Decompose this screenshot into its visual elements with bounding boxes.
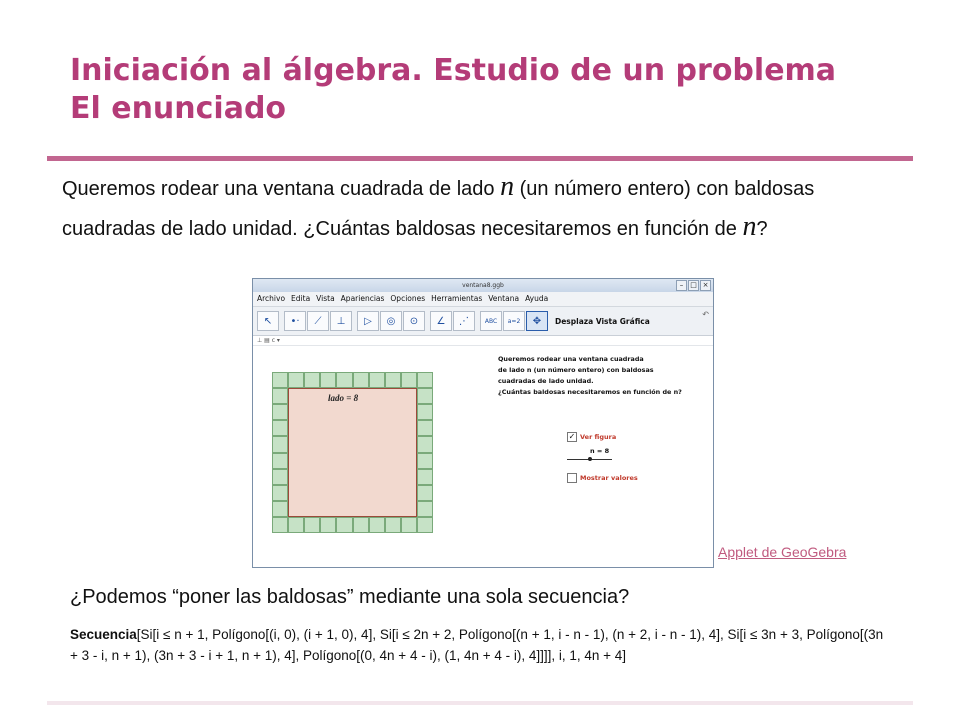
tile xyxy=(272,517,288,533)
tile xyxy=(272,485,288,501)
menu-item-apariencias[interactable]: Apariencias xyxy=(340,294,385,303)
menu-item-vista[interactable]: Vista xyxy=(316,294,335,303)
reflect-icon: ⋰ xyxy=(459,315,469,327)
variable-n-2: n xyxy=(742,211,757,242)
applet-window-title: ventana8.ggb xyxy=(462,282,504,289)
tool-buttons xyxy=(257,311,549,331)
angle-tool-button[interactable] xyxy=(430,311,452,331)
tile xyxy=(336,517,352,533)
tile xyxy=(385,517,401,533)
minimize-button[interactable]: – xyxy=(676,280,687,291)
close-button[interactable]: × xyxy=(700,280,711,291)
slide-title-line1: Iniciación al álgebra. Estudio de un problema xyxy=(70,53,837,88)
slider-n-label: n = 8 xyxy=(590,447,610,455)
slide-title-line2: El enunciado xyxy=(70,91,287,126)
lado-label: lado = 8 xyxy=(328,393,359,403)
menu-item-archivo[interactable]: Archivo xyxy=(257,294,286,303)
bottom-divider xyxy=(47,701,913,705)
tile xyxy=(288,372,304,388)
mostrar-valores-checkbox[interactable] xyxy=(567,473,577,483)
text-tool-button[interactable] xyxy=(480,311,502,331)
text-icon: ABC xyxy=(484,317,498,325)
line-icon: ⟋ xyxy=(314,315,322,327)
menu-item-opciones[interactable]: Opciones xyxy=(390,294,426,303)
applet-link[interactable]: Applet de GeoGebra xyxy=(718,544,847,560)
maximize-button[interactable]: □ xyxy=(688,280,699,291)
menu-item-edita[interactable]: Edita xyxy=(291,294,311,303)
perpendicular-line-icon: ⊥ xyxy=(336,315,346,327)
circle-points-icon: ⊙ xyxy=(409,315,419,327)
sequence-formula xyxy=(70,624,890,666)
move-graphics-view-tool-button[interactable] xyxy=(526,311,548,331)
tile xyxy=(272,469,288,485)
menu-item-ventana[interactable]: Ventana xyxy=(488,294,520,303)
slider-knob[interactable] xyxy=(588,457,592,461)
window-square xyxy=(288,388,417,517)
tile xyxy=(417,420,433,436)
circle-tool-button[interactable] xyxy=(380,311,402,331)
tile xyxy=(272,436,288,452)
applet-toolbar xyxy=(253,307,713,336)
tile xyxy=(369,372,385,388)
applet-statement-line: de lado n (un número entero) con baldosas xyxy=(498,366,654,374)
applet-statement xyxy=(498,354,713,398)
applet-statement-line: ¿Cuántas baldosas necesitaremos en función de n? xyxy=(498,388,682,396)
tile xyxy=(417,436,433,452)
statement-text-end: ? xyxy=(756,218,768,240)
formula-body: [Si[i ≤ n + 1, Polígono[(i, 0), (i + 1, 0), 4], Si[i ≤ 2n + 2, Polígono[(n + 1, i - n - 1), (n + 2, i - n - 1), 4], Si[i ≤ 3n + 3, Polígono[(3n + 3 - i, n + 1), (3n + 3 - i + 1, n + 1), 4], Polígono[(0, 4n + 4 - i), (1, 4n + 4 - i), 4]]]], i, 1, 4n + 4] xyxy=(70,627,884,663)
graphics-view[interactable] xyxy=(253,346,713,568)
ver-figura-label: Ver figura xyxy=(580,433,617,441)
window-controls xyxy=(676,280,711,291)
undo-icon[interactable]: ↶ xyxy=(702,310,709,319)
statement-text-part1: Queremos rodear una ventana cuadrada de lado xyxy=(62,178,501,200)
formula-keyword: Secuencia xyxy=(70,627,137,642)
applet-titlebar xyxy=(253,279,713,292)
tile xyxy=(401,517,417,533)
tile xyxy=(417,485,433,501)
applet-statement-line: cuadradas de lado unidad. xyxy=(498,377,594,385)
slider-icon: a=2 xyxy=(507,317,521,325)
ver-figura-checkbox[interactable]: ✓ xyxy=(568,432,576,441)
circle-icon: ◎ xyxy=(386,315,396,327)
reflect-tool-button[interactable] xyxy=(453,311,475,331)
question-text: ¿Podemos “poner las baldosas” mediante una sola secuencia? xyxy=(70,586,630,608)
tile xyxy=(417,517,433,533)
move-pointer-tool-button[interactable] xyxy=(257,311,279,331)
polygon-icon: ▷ xyxy=(364,315,372,327)
problem-statement xyxy=(62,168,912,248)
mostrar-valores-checkbox-row[interactable] xyxy=(567,473,638,483)
active-tool-name: Desplaza Vista Gráfica xyxy=(555,316,650,326)
statement-text-part2: (un número entero) con baldosas cuadradas de lado unidad. ¿Cuántas baldosas necesitaremos en función de xyxy=(62,178,815,240)
tile xyxy=(272,420,288,436)
tile xyxy=(369,517,385,533)
move-pointer-icon: ↖ xyxy=(263,315,273,327)
tile xyxy=(336,372,352,388)
tile xyxy=(353,372,369,388)
applet-statement-line: Queremos rodear una ventana cuadrada xyxy=(498,355,644,363)
tile xyxy=(417,453,433,469)
title-divider xyxy=(47,156,913,161)
tile xyxy=(272,501,288,517)
tile xyxy=(417,469,433,485)
tile xyxy=(272,453,288,469)
tile xyxy=(401,372,417,388)
slider-tool-button[interactable] xyxy=(503,311,525,331)
tile xyxy=(417,501,433,517)
move-graphics-view-icon: ✥ xyxy=(532,315,542,327)
tile xyxy=(272,372,288,388)
perpendicular-line-tool-button[interactable] xyxy=(330,311,352,331)
angle-icon: ∠ xyxy=(436,315,446,327)
tile xyxy=(320,372,336,388)
geogebra-applet-window[interactable] xyxy=(252,278,714,568)
slider-n[interactable] xyxy=(567,459,612,460)
menu-item-herramientas[interactable]: Herramientas xyxy=(431,294,483,303)
circle-points-tool-button[interactable] xyxy=(403,311,425,331)
tile xyxy=(304,517,320,533)
tile xyxy=(288,517,304,533)
tile xyxy=(272,388,288,404)
point-icon: •· xyxy=(290,315,300,327)
point-tool-button[interactable] xyxy=(284,311,306,331)
style-bar[interactable]: ⊥ ▤ c ▾ xyxy=(253,336,713,346)
tile xyxy=(320,517,336,533)
polygon-tool-button[interactable] xyxy=(357,311,379,331)
variable-n: n xyxy=(500,171,515,202)
tile xyxy=(417,404,433,420)
tile xyxy=(417,372,433,388)
slide-title xyxy=(70,52,930,128)
mostrar-valores-label: Mostrar valores xyxy=(580,474,638,482)
line-tool-button[interactable] xyxy=(307,311,329,331)
menu-item-ayuda[interactable]: Ayuda xyxy=(525,294,549,303)
tile xyxy=(417,388,433,404)
tile xyxy=(304,372,320,388)
ver-figura-checkbox-row[interactable] xyxy=(567,432,616,442)
tile xyxy=(272,404,288,420)
applet-menubar xyxy=(253,292,713,307)
tile xyxy=(385,372,401,388)
tile xyxy=(353,517,369,533)
